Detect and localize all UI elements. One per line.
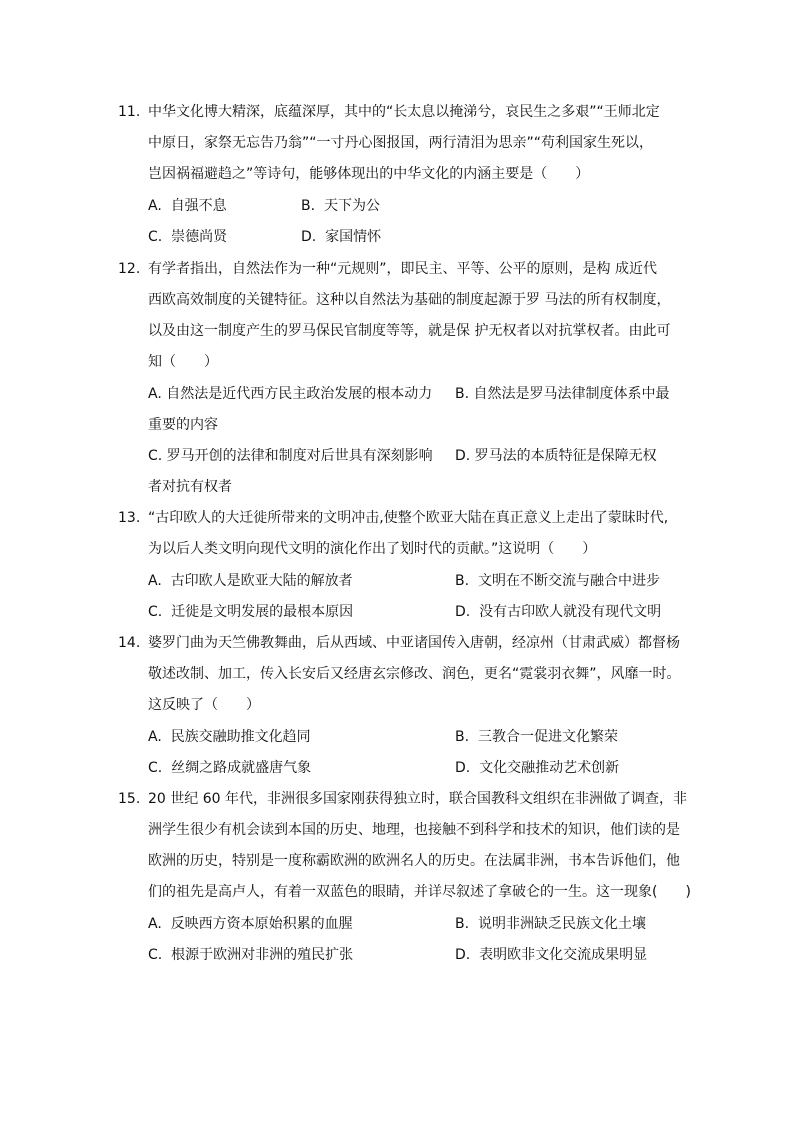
question-stem-line: 以及由这一制度产生的罗马保民官制度等等，就是保 护无权者以对抗掌权者。由此可 xyxy=(148,323,671,339)
option-b-continued: 重要的内容 xyxy=(148,417,218,433)
option-b: B. 天下为公 xyxy=(301,198,380,214)
option-d: D. 表明欧非文化交流成果明显 xyxy=(455,947,648,963)
option-d: D. 罗马法的本质特征是保障无权 xyxy=(455,448,657,464)
question-stem-line: 有学者指出，自然法作为一种“元规则”，即民主、平等、公平的原则，是构 成近代 xyxy=(148,261,657,277)
question-stem-line: 20 世纪 60 年代，非洲很多国家刚获得独立时，联合国教科文组织在非洲做了调查，非 xyxy=(148,791,687,807)
option-b: B. 自然法是罗马法律制度体系中最 xyxy=(455,386,670,402)
option-d-continued: 者对抗有权者 xyxy=(148,479,232,495)
option-b: B. 文明在不断交流与融合中进步 xyxy=(455,573,660,589)
option-c: C. 罗马开创的法律和制度对后世具有深刻影响 xyxy=(148,448,433,464)
option-c: C. 丝绸之路成就盛唐气象 xyxy=(148,760,312,776)
question-stem-line: 们的祖先是高卢人，有着一双蓝色的眼睛，并详尽叙述了拿破仑的一生。这一现象( ) xyxy=(148,884,691,900)
question-number: 13. xyxy=(118,510,141,526)
option-b: B. 三教合一促进文化繁荣 xyxy=(455,729,618,745)
option-d: D. 没有古印欧人就没有现代文明 xyxy=(455,604,662,620)
question-number: 11. xyxy=(118,104,141,120)
question-stem-line: 西欧高效制度的关键特征。这种以自然法为基础的制度起源于罗 马法的所有权制度， xyxy=(148,292,671,308)
option-a: A. 古印欧人是欧亚大陆的解放者 xyxy=(148,573,353,589)
option-c: C. 根源于欧洲对非洲的殖民扩张 xyxy=(148,947,354,963)
question-number: 14. xyxy=(118,635,141,651)
question-stem-line: 为以后人类文明向现代文明的演化作出了划时代的贡献。”这说明（ ） xyxy=(148,541,597,557)
question-stem-line: 岂因祸福避趋之”等诗句，能够体现出的中华文化的内涵主要是（ ） xyxy=(148,166,590,182)
question-stem-line: 中华文化博大精深，底蕴深厚，其中的“长太息以掩涕兮，哀民生之多艰”“王师北定 xyxy=(148,104,660,120)
question-number: 12. xyxy=(118,261,141,277)
option-a: A. 自然法是近代西方民主政治发展的根本动力 xyxy=(148,386,433,402)
option-c: C. 崇德尚贤 xyxy=(148,229,228,245)
question-stem-line: 敬述改制、加工，传入长安后又经唐玄宗修改、润色，更名“霓裳羽衣舞”，风靡一时。 xyxy=(148,666,681,682)
question-number: 15. xyxy=(118,791,141,807)
question-stem-line: 中原日，家祭无忘告乃翁”“一寸丹心图报国，两行清泪为思亲”“苟利国家生死以， xyxy=(148,135,654,151)
question-stem-line: 这反映了（ ） xyxy=(148,697,260,713)
option-a: A. 反映西方资本原始积累的血腥 xyxy=(148,916,353,932)
option-a: A. 自强不息 xyxy=(148,198,227,214)
option-c: C. 迁徙是文明发展的最根本原因 xyxy=(148,604,354,620)
question-stem-line: 婆罗门曲为天竺佛教舞曲，后从西域、中亚诸国传入唐朝，经凉州（甘肃武威）都督杨 xyxy=(148,635,680,651)
option-b: B. 说明非洲缺乏民族文化土壤 xyxy=(455,916,646,932)
option-d: D. 文化交融推动艺术创新 xyxy=(455,760,620,776)
question-stem-line: 欧洲的历史，特别是一度称霸欧洲的欧洲名人的历史。在法属非洲，书本告诉他们，他 xyxy=(148,853,680,869)
question-stem-line: “古印欧人的大迁徙所带来的文明冲击,使整个欧亚大陆在真正意义上走出了蒙昧时代, xyxy=(148,510,669,526)
option-a: A. 民族交融助推文化趋同 xyxy=(148,729,311,745)
question-stem-line: 洲学生很少有机会读到本国的历史、地理，也接触不到科学和技术的知识，他们读的是 xyxy=(148,822,680,838)
option-d: D. 家国情怀 xyxy=(301,229,382,245)
question-stem-line: 知（ ） xyxy=(148,354,218,370)
